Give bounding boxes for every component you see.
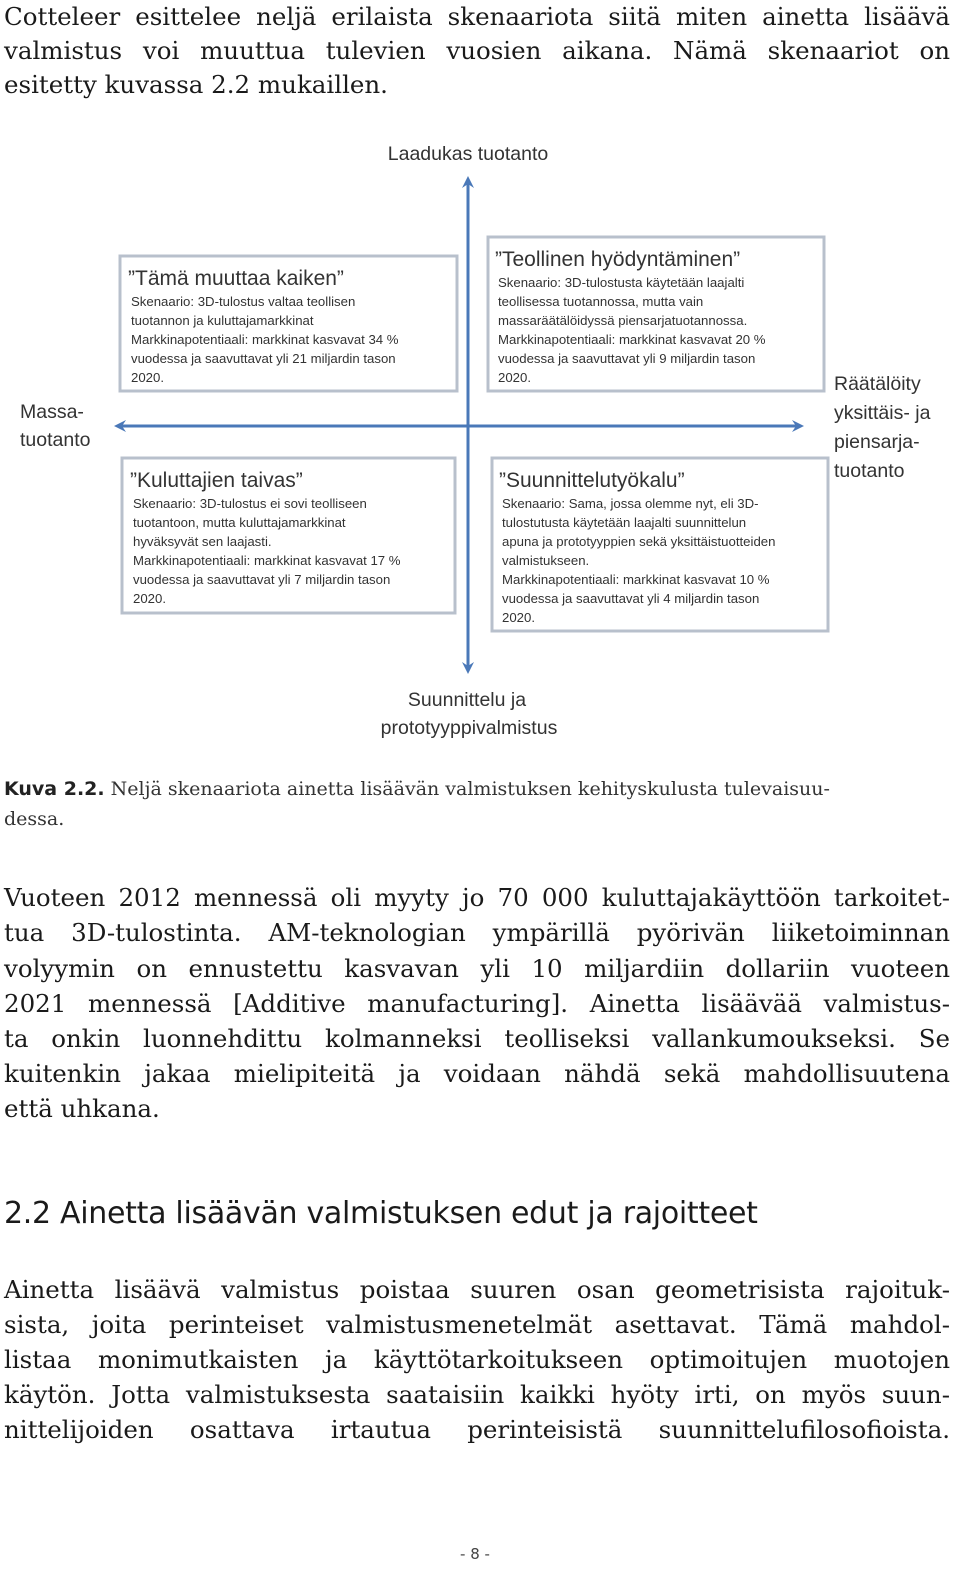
- scenario-box-bottom-right: [492, 458, 828, 631]
- scenario-box-bottom-left: [122, 458, 455, 613]
- paragraph-line: kuitenkin jakaa mielipiteitä ja voidaan nähdä sekä mahdollisuutena: [4, 1059, 950, 1088]
- box-line: 2020.: [133, 591, 167, 606]
- box-title: ”Suunnittelutyökalu”: [499, 469, 685, 492]
- page-number: - 8 -: [460, 1545, 490, 1563]
- section-heading: 2.2 Ainetta lisäävän valmistuksen edut ja rajoitteet: [4, 1196, 758, 1231]
- box-line: Markkinapotentiaali: markkinat kasvavat 34 %: [131, 332, 399, 347]
- box-line: apuna ja prototyyppien sekä yksittäistuotteiden: [502, 534, 776, 549]
- box-line: tuotantoon, mutta kuluttajamarkkinat: [133, 515, 346, 530]
- box-line: vuodessa ja saavuttavat yli 9 miljardin tason: [498, 351, 756, 366]
- box-line: vuodessa ja saavuttavat yli 7 miljardin tason: [133, 572, 391, 587]
- paragraph-line: Vuoteen 2012 mennessä oli myyty jo 70 000 kuluttajakäyttöön tarkoitet-: [4, 883, 950, 912]
- box-line: Skenaario: 3D-tulostus valtaa teollisen: [131, 294, 356, 309]
- axis-label-right: yksittäis- ja: [834, 402, 931, 424]
- box-line: 2020.: [502, 610, 536, 625]
- paragraph-line: ta onkin luonnehdittu kolmanneksi teolliseksi vallankumoukseksi. Se: [4, 1024, 950, 1053]
- scenario-box-top-left: [120, 256, 457, 391]
- box-line: Markkinapotentiaali: markkinat kasvavat 20 %: [498, 332, 766, 347]
- box-title: ”Tämä muuttaa kaiken”: [128, 267, 344, 290]
- box-title: ”Teollinen hyödyntäminen”: [495, 248, 741, 271]
- caption-line-1: [4, 778, 830, 800]
- box-line: 2020.: [131, 370, 165, 385]
- axis-label-right: tuotanto: [834, 460, 905, 482]
- box-line: valmistukseen.: [502, 553, 590, 568]
- paragraph-line: sista, joita perinteiset valmistusmenetelmät asettavat. Tämä mahdol-: [4, 1310, 950, 1339]
- caption-line-2: dessa.: [4, 808, 65, 830]
- intro-line: esitetty kuvassa 2.2 mukaillen.: [4, 70, 388, 99]
- box-line: Skenaario: 3D-tulostusta käytetään laajalti: [498, 275, 745, 290]
- paragraph-line: volyymin on ennustettu kasvavan yli 10 miljardiin dollariin vuoteen: [4, 954, 950, 983]
- axis-label-right: Räätälöity: [834, 373, 921, 395]
- axis-label-top: Laadukas tuotanto: [387, 143, 549, 165]
- intro-line: Cotteleer esittelee neljä erilaista skenaariota siitä miten ainetta lisäävä: [4, 2, 950, 31]
- paragraph-line: 2021 mennessä [Additive manufacturing]. Ainetta lisäävää valmistus-: [4, 989, 950, 1018]
- box-line: vuodessa ja saavuttavat yli 21 miljardin tason: [131, 351, 396, 366]
- caption-label: Kuva 2.2.: [4, 778, 105, 800]
- paragraph-line: listaa monimutkaisten ja käyttötarkoitukseen optimoitujen muotojen: [4, 1345, 950, 1374]
- box-line: tulostutusta käytetään laajalti suunnittelun: [502, 515, 747, 530]
- box-line: Markkinapotentiaali: markkinat kasvavat 10 %: [502, 572, 770, 587]
- box-line: vuodessa ja saavuttavat yli 4 miljardin tason: [502, 591, 760, 606]
- axis-label-bottom: prototyyppivalmistus: [380, 717, 558, 739]
- intro-line: valmistus voi muuttua tulevien vuosien aikana. Nämä skenaariot on: [4, 36, 950, 65]
- axis-label-left: tuotanto: [20, 429, 91, 451]
- box-title: ”Kuluttajien taivas”: [130, 469, 303, 492]
- box-line: tuotannon ja kuluttajamarkkinat: [131, 313, 314, 328]
- paragraph-line: tua 3D-tulostinta. AM-teknologian ympärillä pyörivän liiketoiminnan: [4, 918, 950, 947]
- box-line: hyväksyvät sen laajasti.: [133, 534, 272, 549]
- box-line: Markkinapotentiaali: markkinat kasvavat 17 %: [133, 553, 401, 568]
- paragraph-line: käytön. Jotta valmistuksesta saataisiin kaikki hyöty irti, on myös suun-: [4, 1380, 950, 1409]
- paragraph-line: Ainetta lisäävä valmistus poistaa suuren osan geometrisista rajoituk-: [4, 1275, 950, 1304]
- scenario-figure: [0, 130, 960, 890]
- caption-text: Neljä skenaariota ainetta lisäävän valmistuksen kehityskulusta tulevaisuu-: [110, 778, 830, 800]
- box-line: massaräätälöidyssä piensarjatuotannossa.: [498, 313, 748, 328]
- box-line: Skenaario: Sama, jossa olemme nyt, eli 3D-: [502, 496, 759, 511]
- paragraph-line: että uhkana.: [4, 1094, 160, 1123]
- axis-label-bottom: Suunnittelu ja: [407, 689, 527, 711]
- paragraph-line: nittelijoiden osattava irtautua perinteisistä suunnittelufilosofioista.: [4, 1415, 950, 1444]
- scenario-box-top-right: [488, 237, 824, 391]
- box-line: teollisessa tuotannossa, mutta vain: [498, 294, 704, 309]
- box-line: Skenaario: 3D-tulostus ei sovi teolliseen: [133, 496, 367, 511]
- axis-label-left: Massa-: [20, 401, 84, 423]
- axis-label-right: piensarja-: [834, 431, 920, 453]
- box-line: 2020.: [498, 370, 532, 385]
